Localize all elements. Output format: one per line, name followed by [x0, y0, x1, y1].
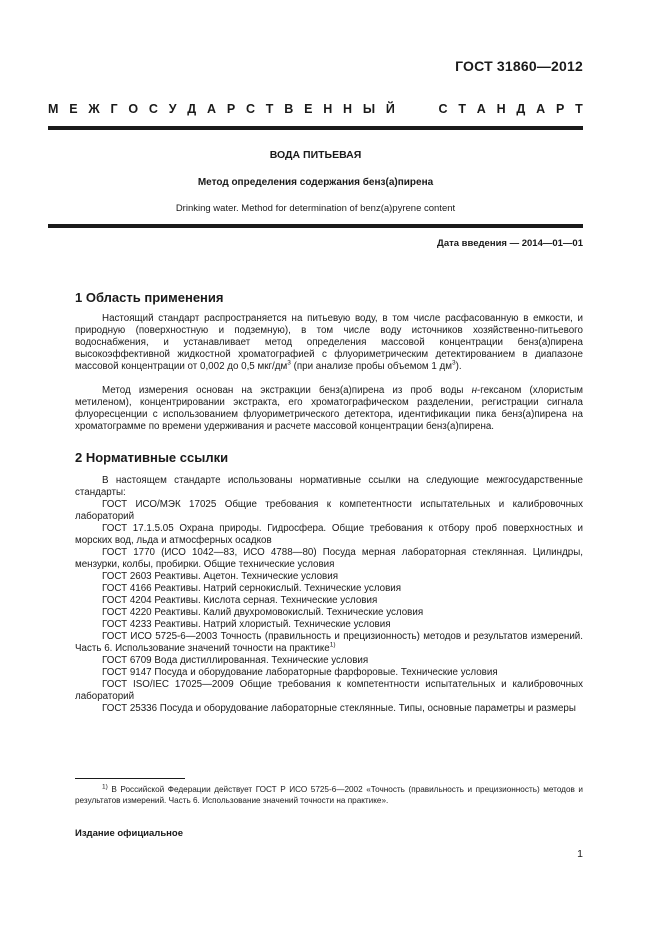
standard-type-letter: С — [438, 102, 448, 116]
document-subtitle: Метод определения содержания бенз(а)пирена — [197, 177, 434, 188]
standard-type-letter: М — [48, 102, 59, 116]
standard-type-letter: А — [207, 102, 217, 116]
reference-text: ГОСТ 4166 Реактивы. Натрий сернокислый. Технические условия — [102, 583, 402, 594]
standard-type-letter: Е — [69, 102, 78, 116]
reference-text: ГОСТ ИСО 5725-6—2003 Точность (правильность и прецизионность) методов и результатов измерений. Часть 6. Использование значений точности на практике — [75, 631, 583, 654]
standard-type-heading — [48, 102, 583, 116]
reference-text: ГОСТ 4204 Реактивы. Кислота серная. Технические условия — [102, 595, 378, 606]
reference-text: ГОСТ 17.1.5.05 Охрана природы. Гидросфера. Общие требования к отбору проб поверхностных и морских вод, льда и атмосферных осадков — [75, 523, 583, 546]
gost-number: ГОСТ 31860—2012 — [455, 58, 583, 74]
standard-type-letter: Н — [343, 102, 353, 116]
reference-text: ГОСТ 1770 (ИСО 1042—83, ИСО 4788—80) Посуда мерная лабораторная стеклянная. Цилиндры, мензурки, колбы, пробирки. Общие технические условия — [75, 547, 583, 570]
standard-type-letter: Р — [226, 102, 236, 116]
reference-text: ГОСТ 4233 Реактивы. Натрий хлористый. Технические условия — [102, 619, 391, 630]
standard-type-letter: Д — [187, 102, 197, 116]
reference-item — [75, 631, 583, 655]
footnote: $^{1)}$ В Российской Федерации действует ГОСТ Р ИСО 5725-6—2002 «Точность (правильность и прецизионность) методов и результатов измерений. Часть 6. Использование значений точности на практике». — [75, 783, 583, 805]
standard-type-letter: С — [148, 102, 158, 116]
reference-item — [75, 547, 583, 571]
standard-type-letter: Н — [323, 102, 333, 116]
standard-type-letter: Ы — [362, 102, 376, 116]
reference-item — [75, 583, 583, 595]
standard-type-letter: Д — [516, 102, 526, 116]
document-english-title: Drinking water. Method for determination of benz(a)pyrene content — [175, 203, 456, 214]
reference-item — [75, 571, 583, 583]
standard-type-letter: Т — [575, 102, 583, 116]
standard-type-letter: Р — [555, 102, 565, 116]
page-number: 1 — [577, 848, 583, 860]
reference-text: ГОСТ 6709 Вода дистиллированная. Технические условия — [102, 655, 369, 666]
reference-item — [75, 499, 583, 523]
introduction-date: Дата введения — 2014—01—01 — [437, 238, 583, 249]
reference-item — [75, 655, 583, 667]
standard-type-letter: В — [284, 102, 294, 116]
section-1-heading: 1 Область применения — [75, 290, 224, 305]
title-rule — [48, 224, 583, 228]
standard-type-letter: Ж — [88, 102, 100, 116]
standard-type-letter: А — [536, 102, 546, 116]
reference-item — [75, 595, 583, 607]
section-2-intro: В настоящем стандарте использованы нормативные ссылки на следующие межгосударственные стандарты: — [75, 475, 583, 498]
reference-item — [75, 667, 583, 679]
standard-type-letter: О — [128, 102, 139, 116]
standard-type-letter: Т — [458, 102, 466, 116]
word-gap — [406, 102, 428, 116]
top-rule — [48, 126, 583, 130]
reference-text: ГОСТ 25336 Посуда и оборудование лабораторные стеклянные. Типы, основные параметры и размеры — [102, 703, 576, 714]
edition-label: Издание официальное — [75, 828, 183, 839]
reference-item — [75, 523, 583, 547]
reference-item — [75, 619, 583, 631]
section-1-paragraph-1: Настоящий стандарт распространяется на питьевую воду, в том числе расфасованную в емкости, и природную (поверхностную и подземную), в том числе воду источников хозяйственно-питьевого водоснабжения, и устанавливает метод определения массовой концентрации бенз(а)пирена высокоэффективной жидкостной хроматографией с флуориметрическим детектированием в диапазоне массовой концентрации от 0,002 до 0,5 мкг/$дм^3$ (при анализе пробы объемом 1 $дм^3$). — [75, 313, 583, 372]
standard-type-letter: Е — [304, 102, 313, 116]
section-2-heading: 2 Нормативные ссылки — [75, 450, 229, 465]
standard-type-letter: Й — [385, 102, 395, 116]
reference-item — [75, 679, 583, 703]
reference-text: ГОСТ 4220 Реактивы. Калий двухромовокислый. Технические условия — [102, 607, 424, 618]
standard-type-letter: Г — [110, 102, 118, 116]
reference-text: ГОСТ 9147 Посуда и оборудование лабораторные фарфоровые. Технические условия — [102, 667, 498, 678]
footnote-rule — [75, 778, 185, 779]
section-1-paragraph-2: Метод измерения основан на экстракции бенз(а)пирена из проб воды н-гексаном (хлористым метиленом), концентрировании экстракта, его хроматографическом разделении, регистрации сигнала флуоресценции с использованием флуориметрического детектора, идентификации пика бенз(а)пирена на хроматограмме по времени удерживания и расчете массовой концентрации бенз(а)пирена. — [75, 385, 583, 432]
reference-item — [75, 607, 583, 619]
reference-text: ГОСТ 2603 Реактивы. Ацетон. Технические условия — [102, 571, 339, 582]
document-title: ВОДА ПИТЬЕВАЯ — [269, 149, 362, 161]
standard-type-letter: У — [168, 102, 177, 116]
standard-type-letter: Т — [265, 102, 274, 116]
footnote-marker: 1) — [329, 641, 336, 649]
standard-type-letter: С — [245, 102, 255, 116]
standard-type-letter: Н — [496, 102, 506, 116]
reference-item — [75, 703, 583, 715]
reference-text: ГОСТ ISO/IEC 17025—2009 Общие требования к компетентности испытательных и калибровочных лабораторий — [75, 679, 583, 702]
reference-text: ГОСТ ИСО/МЭК 17025 Общие требования к компетентности испытательных и калибровочных лабораторий — [75, 499, 583, 522]
standard-type-letter: А — [476, 102, 486, 116]
